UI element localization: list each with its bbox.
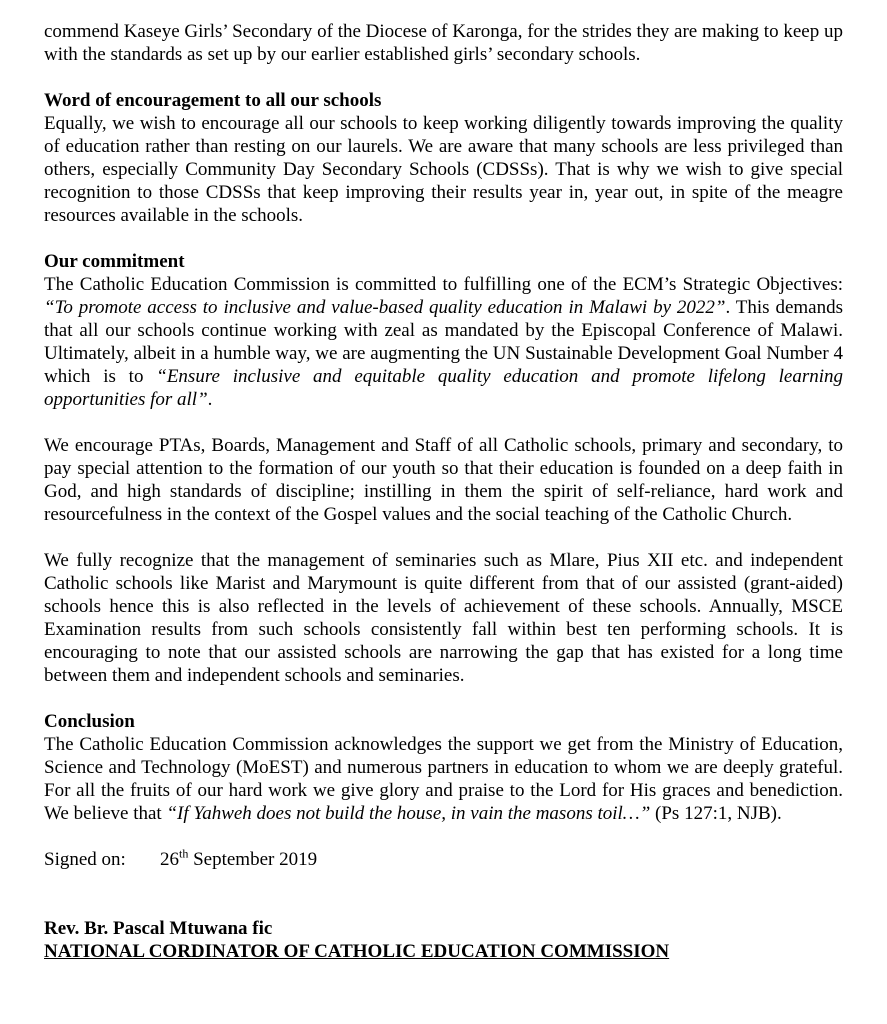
signatory-title: NATIONAL CORDINATOR OF CATHOLIC EDUCATION COMMISSION bbox=[44, 941, 670, 962]
text-run: th bbox=[179, 846, 189, 861]
signed-date bbox=[160, 846, 318, 870]
signed-on-line bbox=[44, 848, 843, 871]
signed-on-label: Signed on: bbox=[44, 849, 126, 870]
commitment-paragraph-1 bbox=[44, 273, 843, 411]
text-run: “To promote access to inclusive and value-based quality education in Malawi by 2022” bbox=[44, 297, 726, 318]
text-run: The Catholic Education Commission acknowledges the support we get from the Ministry of Education, Science and Technology (MoEST) and numerous partners in education to whom we are deeply grateful. For all the fruits of our hard work we give glory and praise to the Lord for His graces and benediction. We believe that bbox=[44, 734, 843, 824]
text-run: 26 bbox=[160, 849, 179, 870]
intro-paragraph: commend Kaseye Girls’ Secondary of the Diocese of Karonga, for the strides they are making to keep up with the standards as set up by our earlier established girls’ secondary schools. bbox=[44, 21, 843, 65]
text-run: (Ps 127:1, NJB). bbox=[650, 803, 782, 824]
section-heading-commitment: Our commitment bbox=[44, 251, 185, 272]
text-run: “If Yahweh does not build the house, in vain the masons toil…” bbox=[166, 803, 651, 824]
section-heading-conclusion: Conclusion bbox=[44, 711, 135, 732]
text-run: The Catholic Education Commission is committed to fulfilling one of the ECM’s Strategic Objectives: bbox=[44, 274, 843, 295]
text-run: . This demands that all our schools continue working with zeal as mandated by the Episcopal Conference of Malawi. Ultimately, albeit in a humble way, we are augmenting the UN Sustainable Development Goal Number 4 which is to bbox=[44, 297, 843, 387]
commitment-paragraph-3: We fully recognize that the management of seminaries such as Mlare, Pius XII etc. and independent Catholic schools like Marist and Marymount is quite different from that of our assisted (grant-aided) schools hence this is also reflected in the levels of achievement of these schools. Annually, MSCE Examination results from such schools consistently fall within best ten performing schools. It is encouraging to note that our assisted schools are narrowing the gap that has existed for a long time between them and independent schools and seminaries. bbox=[44, 550, 843, 686]
text-run: “Ensure inclusive and equitable quality education and promote lifelong learning opportunities for all” bbox=[44, 366, 843, 410]
section-heading-encouragement: Word of encouragement to all our schools bbox=[44, 90, 382, 111]
text-run: September 2019 bbox=[188, 849, 318, 870]
signatory-name: Rev. Br. Pascal Mtuwana fic bbox=[44, 918, 273, 939]
encouragement-paragraph: Equally, we wish to encourage all our schools to keep working diligently towards improving the quality of education rather than resting on our laurels. We are aware that many schools are less privileged than others, especially Community Day Secondary Schools (CDSSs). That is why we wish to give special recognition to those CDSSs that keep improving their results year in, year out, in spite of the meagre resources available in the schools. bbox=[44, 113, 843, 226]
text-run: . bbox=[207, 389, 213, 410]
conclusion-paragraph bbox=[44, 733, 843, 825]
commitment-paragraph-2: We encourage PTAs, Boards, Management and Staff of all Catholic schools, primary and secondary, to pay special attention to the formation of our youth so that their education is founded on a deep faith in God, and high standards of discipline; instilling in them the spirit of self-reliance, hard work and resourcefulness in the context of the Gospel values and the social teaching of the Catholic Church. bbox=[44, 435, 843, 525]
